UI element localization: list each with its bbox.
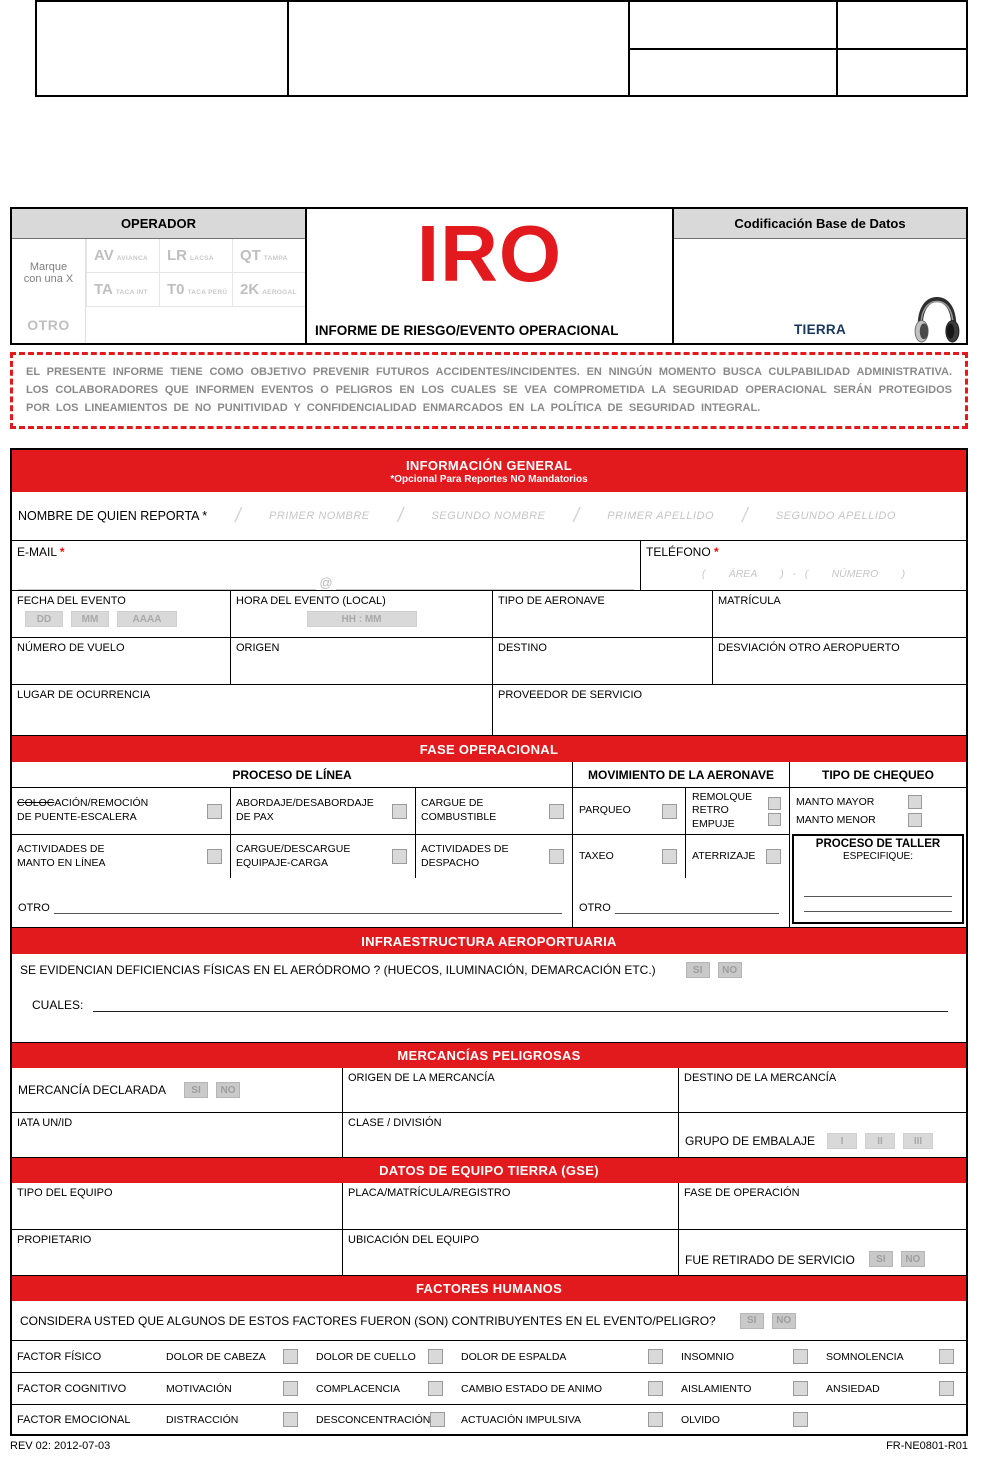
fase-item-cargue-combustible: CARGUE DE COMBUSTIBLE: [415, 788, 572, 834]
retirado-si-box[interactable]: SI: [869, 1251, 893, 1267]
telefono-label: TELÉFONO: [646, 545, 711, 559]
desviacion-field[interactable]: [712, 638, 966, 684]
checkbox-distraccion[interactable]: [283, 1412, 298, 1427]
fase-item-despacho: ACTIVIDADES DE DESPACHO: [415, 835, 572, 878]
mov-item-taxeo: TAXEO: [573, 835, 685, 878]
letterhead-cell-logo: [37, 2, 289, 95]
mercancias-row-2: [12, 1112, 966, 1157]
proveedor-field[interactable]: [492, 685, 966, 735]
proceso-otro-field[interactable]: [12, 878, 572, 927]
fase-item-manto-linea: ACTIVIDADES DE MANTO EN LÍNEA: [12, 835, 230, 878]
origen-mercancia-label: ORIGEN DE LA MERCANCÍA: [348, 1072, 495, 1084]
operator-title: OPERADOR: [12, 209, 305, 239]
infra-cell: [12, 954, 966, 1042]
marque-label: Marque con una X: [23, 261, 74, 285]
factor-fisico-label: FACTOR FÍSICO: [17, 1350, 102, 1363]
letterhead-cell-r2c3: [630, 50, 836, 96]
checkbox-colocacion-remocion[interactable]: [207, 804, 222, 819]
taller-line-2: [804, 911, 952, 912]
telefono-required-mark: *: [714, 545, 719, 559]
factor-item-motivacion: MOTIVACIÓN: [160, 1381, 310, 1396]
section-bar-factores: [12, 1275, 966, 1301]
section-bar-infraestructura: [12, 927, 966, 954]
checkbox-insomnio[interactable]: [793, 1349, 808, 1364]
section-bar-mercancias: [12, 1042, 966, 1068]
mov-item-remolque: REMOLQUE RETRO EMPUJE: [685, 788, 789, 834]
operator-option-t0[interactable]: T0 TACA PERÚ: [159, 273, 232, 307]
section-bar-gse: [12, 1157, 966, 1183]
proceso-otro-label: OTRO: [18, 902, 50, 914]
checkbox-olvido[interactable]: [793, 1412, 808, 1427]
hora-label: HORA DEL EVENTO (LOCAL): [236, 595, 386, 607]
at-sign: @: [319, 575, 333, 590]
checkbox-parqueo[interactable]: [662, 804, 677, 819]
fase-item-cargue-equipaje: CARGUE/DESCARGUE EQUIPAJE-CARGA: [230, 835, 415, 878]
checkbox-cargue-equipaje[interactable]: [392, 849, 407, 864]
retirado-servicio-field: [678, 1230, 966, 1275]
checkbox-retro-empuje[interactable]: [768, 813, 781, 826]
factor-item-somnolencia: SOMNOLENCIA: [820, 1349, 966, 1364]
operator-option-lr[interactable]: LR LACSA: [159, 239, 232, 273]
checkbox-taxeo[interactable]: [662, 849, 677, 864]
factor-item-dolor-cuello: DOLOR DE CUELLO: [310, 1349, 455, 1364]
desviacion-label: DESVIACIÓN OTRO AEROPUERTO: [718, 642, 900, 654]
slash-separator: /: [742, 504, 748, 527]
fase-body-row: [12, 787, 966, 927]
fase-header-row: [12, 762, 966, 787]
cuales-label: CUALES:: [32, 998, 84, 1012]
movimiento-otro-line: [615, 913, 779, 914]
movimiento-otro-label: OTRO: [579, 902, 611, 914]
codificacion-title: Codificación Base de Datos: [674, 209, 966, 239]
checkbox-cambio-animo[interactable]: [648, 1381, 663, 1396]
retirado-servicio-label: FUE RETIRADO DE SERVICIO: [685, 1253, 855, 1267]
factor-fisico-row: [12, 1340, 966, 1372]
factores-no-box[interactable]: NO: [772, 1313, 796, 1329]
propietario-field[interactable]: [12, 1230, 342, 1275]
letterhead-col-labels: [630, 2, 838, 95]
lugar-ocurrencia-field[interactable]: [12, 685, 492, 735]
numero-vuelo-field[interactable]: [12, 638, 230, 684]
movimiento-otro-field[interactable]: [573, 878, 789, 927]
fecha-label: FECHA DEL EVENTO: [17, 595, 126, 607]
checkbox-complacencia[interactable]: [428, 1381, 443, 1396]
section-bar-informacion-general: [12, 450, 966, 492]
taller-line-1: [804, 896, 952, 897]
proceso-taller-box[interactable]: [792, 834, 964, 924]
infra-row: [12, 954, 966, 1042]
checkbox-manto-mayor[interactable]: [908, 795, 922, 809]
matricula-field[interactable]: [712, 591, 966, 637]
taller-especifique-label: ESPECIFIQUE:: [842, 851, 913, 862]
infra-title: INFRAESTRUCTURA AEROPORTUARIA: [361, 933, 617, 949]
infra-si-box[interactable]: SI: [686, 962, 710, 978]
ubicacion-equipo-field[interactable]: [342, 1230, 678, 1275]
factores-question-cell: [12, 1301, 966, 1340]
infra-question: SE EVIDENCIAN DEFICIENCIAS FÍSICAS EN EL AERÓDROMO ? (HUECOS, ILUMINACIÓN, DEMARCACIÓN ETC.): [20, 963, 656, 977]
telefono-placeholder: ( ÁREA ) - ( NÚMERO ): [701, 568, 906, 580]
checkbox-dolor-espalda[interactable]: [648, 1349, 663, 1364]
checkbox-manto-menor[interactable]: [908, 813, 922, 827]
anio-box[interactable]: AAAA: [117, 611, 177, 627]
factores-title: FACTORES HUMANOS: [415, 1281, 563, 1296]
gse-title: DATOS DE EQUIPO TIERRA (GSE): [379, 1163, 599, 1178]
checkbox-cargue-combustible[interactable]: [549, 804, 564, 819]
ubicacion-equipo-label: UBICACIÓN DEL EQUIPO: [348, 1234, 480, 1246]
codificacion-section: [674, 209, 966, 343]
factor-item-cambio-animo: CAMBIO ESTADO DE ANIMO: [455, 1381, 675, 1396]
infra-no-box[interactable]: NO: [718, 962, 742, 978]
matricula-label: MATRÍCULA: [718, 595, 781, 607]
propietario-label: PROPIETARIO: [17, 1234, 92, 1246]
placeholder-primer-nombre: PRIMER NOMBRE: [269, 510, 370, 522]
grupo-ii-box[interactable]: II: [865, 1133, 895, 1149]
headset-icon: [909, 293, 965, 349]
non-punitive-disclaimer: EL PRESENTE INFORME TIENE COMO OBJETIVO PREVENIR FUTUROS ACCIDENTES/INCIDENTES. EN NINGÚN MOMENTO BUSCA CULPABILIDAD ADMINISTRATIVA. LOS COLABORADORES QUE INFORMEN EVENTOS O PELIGROS EN LOS CUALES SE VEA COMPROMETIDA LA SEGURIDAD OPERACIONAL SERÁN PROTEGIDOS POR LOS LINEAMIENTOS DE NO PUNITIVIDAD Y CONFIDENCIALIDAD ENMARCADOS EN LA POLÍTICA DE SEGURIDAD INTEGRAL.: [10, 352, 968, 429]
iata-field[interactable]: [12, 1113, 342, 1157]
fase-header-proceso: PROCESO DE LÍNEA: [232, 767, 352, 782]
clase-division-label: CLASE / DIVISIÓN: [348, 1117, 442, 1129]
checkbox-aterrizaje[interactable]: [766, 849, 781, 864]
factor-item-ansiedad: ANSIEDAD: [820, 1381, 966, 1396]
footer-revision: REV 02: 2012-07-03: [10, 1440, 111, 1452]
grupo-embalaje-field: [678, 1113, 966, 1157]
fase-operacion-label: FASE DE OPERACIÓN: [684, 1187, 800, 1199]
fase-header-movimiento: MOVIMIENTO DE LA AERONAVE: [572, 762, 789, 787]
chequeo-item-manto-menor: MANTO MENOR: [790, 813, 966, 827]
page-footer: [10, 1440, 968, 1452]
fase-item-abordaje: ABORDAJE/DESABORDAJE DE PAX: [230, 788, 415, 834]
destino-mercancia-field[interactable]: [678, 1068, 966, 1112]
origen-mercancia-field[interactable]: [342, 1068, 678, 1112]
origen-field[interactable]: [230, 638, 492, 684]
mercancias-row-1: [12, 1068, 966, 1112]
mercancia-declarada-label: MERCANCÍA DECLARADA: [18, 1083, 167, 1097]
fecha-hora-row: [12, 590, 966, 637]
operator-option-av[interactable]: AV AVIANCA: [86, 239, 159, 273]
retirado-no-box[interactable]: NO: [901, 1251, 925, 1267]
iro-logo: IRO: [416, 209, 563, 298]
factor-item-dolor-cabeza: DOLOR DE CABEZA: [160, 1349, 310, 1364]
checkbox-remolque[interactable]: [768, 797, 781, 810]
operator-section: [12, 209, 305, 343]
mercancia-no-box[interactable]: NO: [216, 1082, 240, 1098]
proveedor-label: PROVEEDOR DE SERVICIO: [498, 689, 643, 701]
form-body: [10, 448, 968, 1436]
numero-vuelo-label: NÚMERO DE VUELO: [17, 642, 125, 654]
factor-item-actuacion-impulsiva: ACTUACIÓN IMPULSIVA: [455, 1412, 675, 1427]
checkbox-ansiedad[interactable]: [939, 1381, 954, 1396]
mercancia-declarada-field: [12, 1068, 342, 1112]
checkbox-dolor-cuello[interactable]: [428, 1349, 443, 1364]
form-header: [10, 207, 968, 345]
info-general-title: INFORMACIÓN GENERAL: [405, 457, 573, 473]
fecha-evento-field[interactable]: [12, 591, 230, 637]
fase-col-chequeo: [789, 788, 966, 927]
placa-field[interactable]: [342, 1183, 678, 1229]
fase-item-colocacion-remocion: COLOCACIÓN/REMOCIÓN DE PUENTE-ESCALERA: [12, 788, 230, 834]
hora-box[interactable]: HH : MM: [307, 611, 417, 627]
checkbox-actuacion-impulsiva[interactable]: [648, 1412, 663, 1427]
operator-option-qt[interactable]: QT TAMPA: [232, 239, 305, 273]
grupo-embalaje-label: GRUPO DE EMBALAJE: [685, 1134, 816, 1148]
gse-row-2: [12, 1229, 966, 1275]
tierra-label: TIERRA: [793, 321, 847, 337]
footer-form-code: FR-NE0801-R01: [886, 1440, 968, 1452]
infra-cuales-field[interactable]: [20, 998, 958, 1016]
checkbox-motivacion[interactable]: [283, 1381, 298, 1396]
mercancia-si-box[interactable]: SI: [184, 1082, 208, 1098]
email-field[interactable]: [12, 541, 640, 590]
lugar-label: LUGAR DE OCURRENCIA: [17, 689, 151, 701]
grupo-i-box[interactable]: I: [827, 1133, 857, 1149]
factor-item-insomnio: INSOMNIO: [675, 1349, 820, 1364]
checkbox-aislamiento[interactable]: [793, 1381, 808, 1396]
factor-cognitivo-row: [12, 1372, 966, 1404]
factores-question-row: [12, 1301, 966, 1340]
placeholder-primer-apellido: PRIMER APELLIDO: [607, 510, 715, 522]
cuales-line: [93, 1011, 948, 1012]
grupo-iii-box[interactable]: III: [903, 1133, 933, 1149]
tipo-aeronave-field[interactable]: [492, 591, 712, 637]
checkbox-dolor-cabeza[interactable]: [283, 1349, 298, 1364]
factor-item-distraccion: DISTRACCIÓN: [160, 1412, 310, 1427]
email-required-mark: *: [59, 545, 65, 559]
letterhead-col-values: [838, 2, 966, 95]
operator-otro-option[interactable]: OTRO: [27, 317, 70, 333]
email-line-right: [336, 578, 634, 590]
email-label: E-MAIL: [17, 545, 57, 559]
placeholder-segundo-nombre: SEGUNDO NOMBRE: [431, 510, 546, 522]
factor-item-aislamiento: AISLAMIENTO: [675, 1381, 820, 1396]
factor-cognitivo-label: FACTOR COGNITIVO: [17, 1382, 127, 1395]
factor-item-desconcentracion: DESCONCENTRACIÓN: [310, 1412, 455, 1427]
factor-emocional-row: [12, 1404, 966, 1434]
tipo-aeronave-label: TIPO DE AERONAVE: [498, 595, 605, 607]
factores-question: CONSIDERA USTED QUE ALGUNOS DE ESTOS FACTORES FUERON (SON) CONTRIBUYENTES EN EL EVENTO/PELIGRO?: [20, 1313, 716, 1328]
email-telefono-row: [12, 540, 966, 590]
proceso-otro-line: [54, 913, 562, 914]
placeholder-segundo-apellido: SEGUNDO APELLIDO: [775, 510, 896, 522]
letterhead-table: [35, 0, 968, 97]
nombre-field[interactable]: [12, 492, 966, 540]
email-line-left: [18, 578, 316, 590]
destino-field[interactable]: [492, 638, 712, 684]
taller-title: PROCESO DE TALLER: [815, 838, 941, 850]
chequeo-item-manto-mayor: MANTO MAYOR: [790, 795, 966, 809]
fase-col-movimiento: [572, 788, 789, 927]
checkbox-actividades-manto[interactable]: [207, 849, 222, 864]
letterhead-cell-r2c4: [838, 50, 966, 96]
factor-emocional-label: FACTOR EMOCIONAL: [17, 1413, 131, 1426]
fase-col-proceso: [12, 788, 572, 927]
placa-label: PLACA/MATRÍCULA/REGISTRO: [348, 1187, 511, 1199]
vuelo-row: [12, 637, 966, 684]
checkbox-somnolencia[interactable]: [939, 1349, 954, 1364]
slash-separator: /: [397, 504, 404, 527]
operator-option-2k[interactable]: 2K AEROGAL: [232, 273, 305, 307]
factor-item-complacencia: COMPLACENCIA: [310, 1381, 455, 1396]
mes-box[interactable]: MM: [71, 611, 109, 627]
factor-item-dolor-espalda: DOLOR DE ESPALDA: [455, 1349, 675, 1364]
slash-separator: /: [573, 504, 580, 527]
tipo-equipo-label: TIPO DEL EQUIPO: [17, 1187, 113, 1199]
mov-item-parqueo: PARQUEO: [573, 788, 685, 834]
operator-grid: [86, 239, 305, 343]
iata-label: IATA UN/ID: [17, 1117, 73, 1129]
factores-si-box[interactable]: SI: [740, 1313, 764, 1329]
gse-row-1: [12, 1183, 966, 1229]
hora-evento-field[interactable]: [230, 591, 492, 637]
section-bar-fase-operacional: [12, 735, 966, 762]
letterhead-cell-r1c4: [838, 2, 966, 50]
form-title: INFORME DE RIESGO/EVENTO OPERACIONAL: [315, 323, 619, 338]
operator-option-ta[interactable]: TA TACA INT: [86, 273, 159, 307]
mercancias-title: MERCANCÍAS PELIGROSAS: [397, 1048, 581, 1063]
tipo-equipo-field[interactable]: [12, 1183, 342, 1229]
letterhead-cell-title: [289, 2, 630, 95]
dia-box[interactable]: DD: [25, 611, 63, 627]
letterhead-cell-r1c3: [630, 2, 836, 50]
fase-title: FASE OPERACIONAL: [419, 741, 559, 757]
mov-item-aterrizaje: ATERRIZAJE: [685, 835, 789, 878]
checkbox-actividades-despacho[interactable]: [549, 849, 564, 864]
factor-item-olvido: OLVIDO: [675, 1412, 820, 1427]
nombre-label: NOMBRE DE QUIEN REPORTA *: [18, 509, 208, 523]
checkbox-abordaje-desabordaje[interactable]: [392, 804, 407, 819]
fase-operacion-field[interactable]: [678, 1183, 966, 1229]
fase-header-chequeo: TIPO DE CHEQUEO: [789, 762, 966, 787]
destino-mercancia-label: DESTINO DE LA MERCANCÍA: [684, 1072, 837, 1084]
lugar-row: [12, 684, 966, 735]
info-general-subtitle: *Opcional Para Reportes NO Mandatorios: [390, 473, 588, 485]
destino-label: DESTINO: [498, 642, 547, 654]
telefono-field[interactable]: [640, 541, 966, 590]
checkbox-desconcentracion[interactable]: [430, 1412, 445, 1427]
nombre-row: [12, 492, 966, 540]
logo-section: [305, 209, 674, 343]
email-write-line[interactable]: [18, 575, 634, 590]
slash-separator: /: [235, 504, 241, 527]
clase-division-field[interactable]: [342, 1113, 678, 1157]
origen-label: ORIGEN: [236, 642, 280, 654]
